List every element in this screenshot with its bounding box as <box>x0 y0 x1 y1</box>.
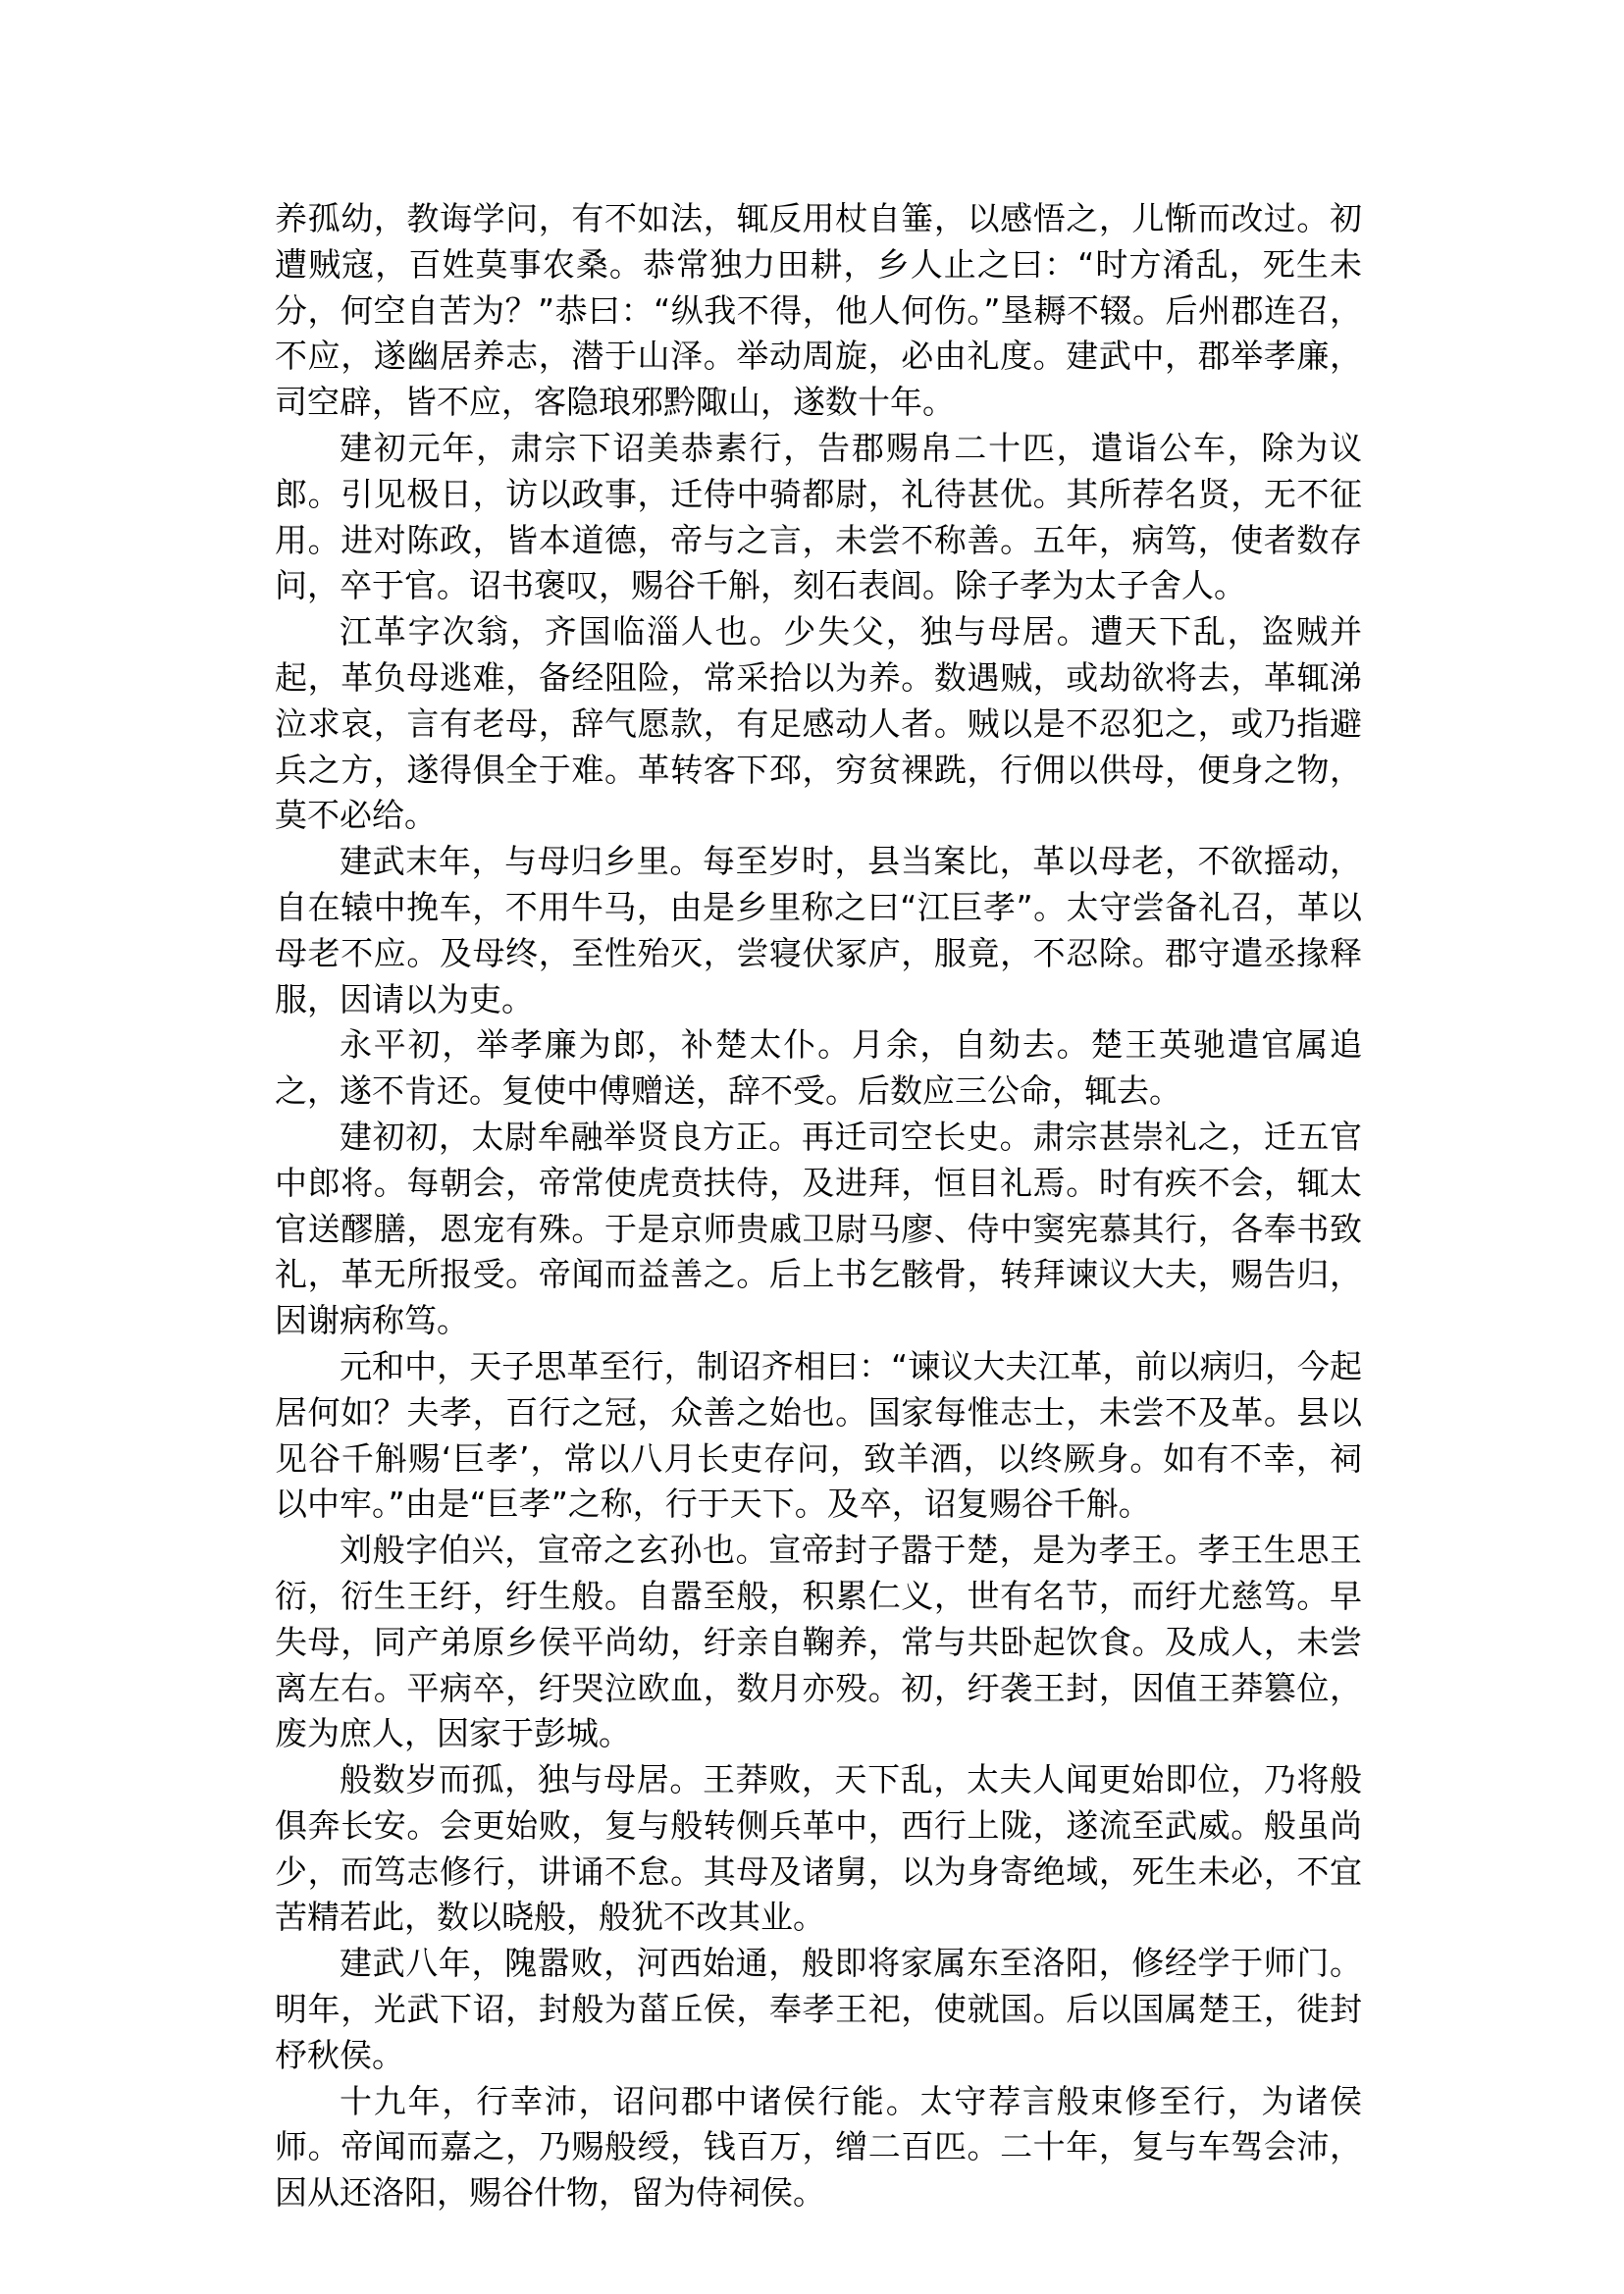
paragraph: 建武末年，与母归乡里。每至岁时，县当案比，革以母老，不欲摇动，自在辕中挽车，不用牛马，由是乡里称之曰“江巨孝”。太守尝备礼召，革以母老不应。及母终，至性殆灭，尝寝伏冢庐，服竟，不忍除。郡守遣丞掾释服，因请以为吏。 <box>275 842 1362 1018</box>
document-page <box>275 196 1362 2216</box>
paragraph: 十九年，行幸沛，诏问郡中诸侯行能。太守荐言般束修至行，为诸侯师。帝闻而嘉之，乃赐般绶，钱百万，缯二百匹。二十年，复与车驾会沛，因从还洛阳，赐谷什物，留为侍祠侯。 <box>275 2081 1362 2213</box>
paragraph: 元和中，天子思革至行，制诏齐相曰：“谏议大夫江革，前以病归，今起居何如？夫孝，百行之冠，众善之始也。国家每惟志士，未尝不及革。县以见谷千斛赐‘巨孝’，常以八月长吏存问，致羊酒，以终厥身。如有不幸，祠以中牢。”由是“巨孝”之称，行于天下。及卒，诏复赐谷千斛。 <box>275 1346 1362 1524</box>
paragraph: 养孤幼，教诲学问，有不如法，辄反用杖自箠，以感悟之，儿惭而改过。初遭贼寇，百姓莫事农桑。恭常独力田耕，乡人止之曰：“时方淆乱，死生未分，何空自苦为？”恭曰：“纵我不得，他人何伤。”垦耨不辍。后州郡连召，不应，遂幽居养志，潜于山泽。举动周旋，必由礼度。建武中，郡举孝廉，司空辟，皆不应，客隐琅邪黔陬山，遂数十年。 <box>275 199 1362 422</box>
paragraph: 般数岁而孤，独与母居。王莽败，天下乱，太夫人闻更始即位，乃将般俱奔长安。会更始败，复与般转侧兵革中，西行上陇，遂流至武威。般虽尚少，而笃志修行，讲诵不怠。其母及诸舅，以为身寄绝域，死生未必，不宜苦精若此，数以晓般，般犹不改其业。 <box>275 1760 1362 1937</box>
paragraph: 建初元年，肃宗下诏美恭素行，告郡赐帛二十匹，遣诣公车，除为议郎。引见极日，访以政事，迁侍中骑都尉，礼待甚优。其所荐名贤，无不征用。进对陈政，皆本道德，帝与之言，未尝不称善。五年，病笃，使者数存问，卒于官。诏书褒叹，赐谷千斛，刻石表闾。除子孝为太子舍人。 <box>275 428 1362 605</box>
paragraph: 刘般字伯兴，宣帝之玄孙也。宣帝封子嚣于楚，是为孝王。孝王生思王衍，衍生王纡，纡生般。自嚣至般，积累仁义，世有名节，而纡尤慈笃。早失母，同产弟原乡侯平尚幼，纡亲自鞠养，常与共卧起饮食。及成人，未尝离左右。平病卒，纡哭泣欧血，数月亦殁。初，纡袭王封，因值王莽篡位，废为庶人，因家于彭城。 <box>275 1531 1362 1753</box>
paragraph: 永平初，举孝廉为郎，补楚太仆。月余，自劾去。楚王英驰遣官属追之，遂不肯还。复使中傅赠送，辞不受。后数应三公命，辄去。 <box>275 1025 1362 1111</box>
paragraph: 江革字次翁，齐国临淄人也。少失父，独与母居。遭天下乱，盗贼并起，革负母逃难，备经阻险，常采拾以为养。数遇贼，或劫欲将去，革辄涕泣求哀，言有老母，辞气愿款，有足感动人者。贼以是不忍犯之，或乃指避兵之方，遂得俱全于难。革转客下邳，穷贫裸跣，行佣以供母，便身之物，莫不必给。 <box>275 612 1362 835</box>
paragraph: 建武八年，隗嚣败，河西始通，般即将家属东至洛阳，修经学于师门。明年，光武下诏，封般为菑丘侯，奉孝王祀，使就国。后以国属楚王，徙封杼秋侯。 <box>275 1944 1362 2074</box>
paragraph: 建初初，太尉牟融举贤良方正。再迁司空长史。肃宗甚崇礼之，迁五官中郎将。每朝会，帝常使虎贲扶侍，及进拜，恒目礼焉。时有疾不会，辄太官送醪膳，恩宠有殊。于是京师贵戚卫尉马廖、侍中窦宪慕其行，各奉书致礼，革无所报受。帝闻而益善之。后上书乞骸骨，转拜谏议大夫，赐告归，因谢病称笃。 <box>275 1117 1362 1340</box>
